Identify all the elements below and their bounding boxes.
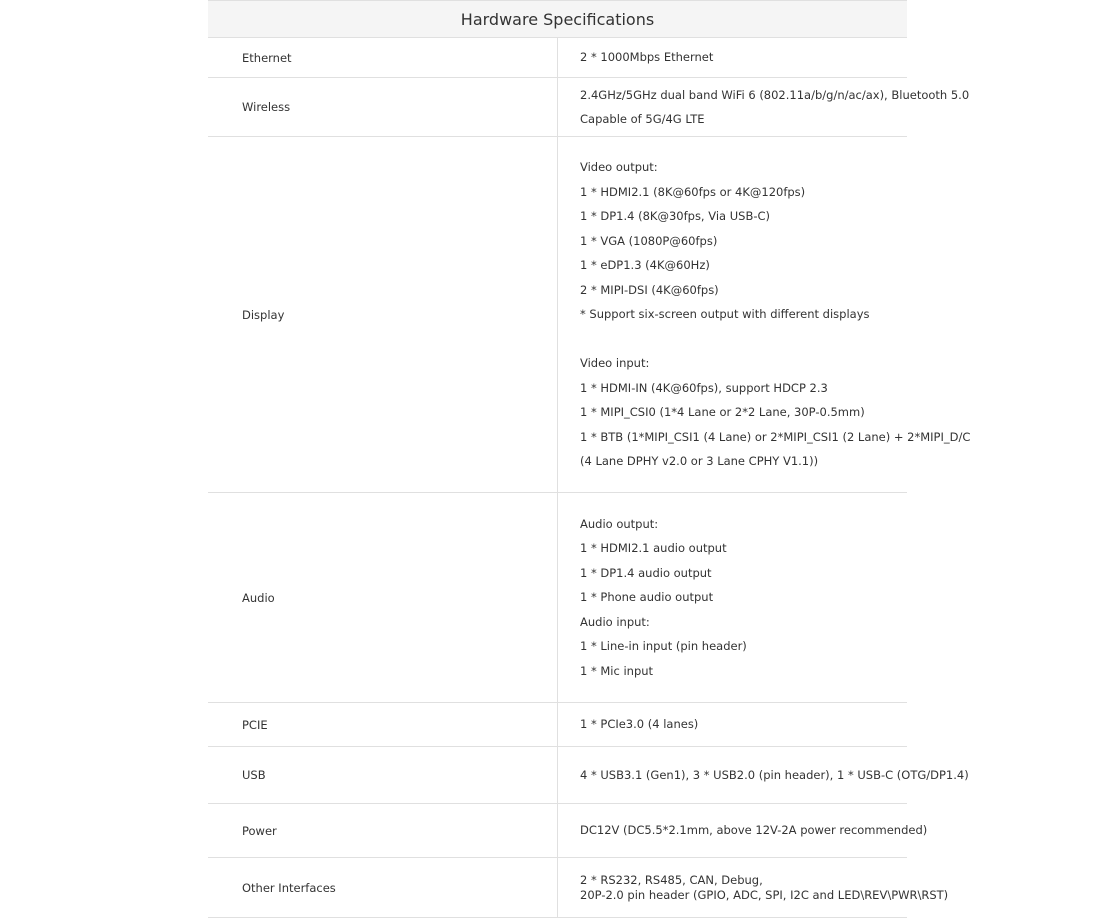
spec-value-line: Video input: — [580, 356, 650, 371]
spec-value — [558, 78, 970, 137]
spec-value-line: 1 * DP1.4 (8K@30fps, Via USB-C) — [580, 209, 771, 224]
spec-label: Audio — [208, 493, 558, 703]
spec-value-line: 1 * BTB (1*MIPI_CSI1 (4 Lane) or 2*MIPI_CSI1 (2 Lane) + 2*MIPI_D/C — [580, 429, 971, 444]
spec-value-line: Capable of 5G/4G LTE — [580, 112, 705, 126]
spec-row-power — [208, 804, 907, 858]
spec-value — [558, 804, 928, 858]
spec-value-line: DC12V (DC5.5*2.1mm, above 12V-2A power recommended) — [580, 823, 928, 838]
spec-label: Ethernet — [208, 38, 558, 78]
spec-value — [558, 747, 969, 804]
spec-value-line: 2 * RS232, RS485, CAN, Debug, — [580, 872, 763, 887]
spec-row-wireless — [208, 78, 907, 137]
spec-value-line: Audio input: — [580, 614, 650, 629]
spec-value-line: 1 * eDP1.3 (4K@60Hz) — [580, 258, 710, 273]
spec-value-line: 1 * Phone audio output — [580, 590, 714, 605]
spec-row-pcie — [208, 703, 907, 747]
spec-value-line: Video output: — [580, 160, 658, 175]
spec-value-line: 1 * HDMI2.1 audio output — [580, 541, 727, 556]
spec-row-usb — [208, 747, 907, 804]
hardware-spec-table — [208, 0, 971, 918]
spec-row-ethernet — [208, 38, 907, 78]
spec-label: USB — [208, 747, 558, 804]
spec-value-line: 20P-2.0 pin header (GPIO, ADC, SPI, I2C and LED\REV\PWR\RST) — [580, 887, 949, 902]
spec-value — [558, 493, 908, 703]
spec-value-line: 2 * MIPI-DSI (4K@60fps) — [580, 282, 719, 297]
spec-value — [558, 137, 971, 493]
spec-value-line: 1 * Line-in input (pin header) — [580, 639, 747, 654]
spec-label: Wireless — [208, 78, 558, 137]
spec-value-blank-line — [580, 327, 907, 352]
spec-value-line: 1 * DP1.4 audio output — [580, 565, 712, 580]
spec-value-line: * Support six-screen output with different displays — [580, 307, 870, 322]
spec-label: Power — [208, 804, 558, 858]
spec-value — [558, 703, 908, 747]
spec-value-line: 1 * HDMI2.1 (8K@60fps or 4K@120fps) — [580, 184, 806, 199]
spec-value-line: 1 * MIPI_CSI0 (1*4 Lane or 2*2 Lane, 30P-0.5mm) — [580, 405, 865, 420]
spec-row-display — [208, 137, 907, 493]
spec-value — [558, 38, 908, 78]
spec-value-line: 2.4GHz/5GHz dual band WiFi 6 (802.11a/b/g/n/ac/ax), Bluetooth 5.0 — [580, 87, 970, 102]
spec-value-line: 1 * HDMI-IN (4K@60fps), support HDCP 2.3 — [580, 380, 828, 395]
table-header-row — [208, 1, 907, 38]
spec-value — [558, 858, 949, 918]
spec-value-line: 4 * USB3.1 (Gen1), 3 * USB2.0 (pin header), 1 * USB-C (OTG/DP1.4) — [580, 767, 969, 782]
spec-row-audio — [208, 493, 907, 703]
spec-value-line: (4 Lane DPHY v2.0 or 3 Lane CPHY V1.1)) — [580, 454, 819, 469]
spec-value-line: 1 * PCIe3.0 (4 lanes) — [580, 717, 699, 732]
spec-value-line: 1 * VGA (1080P@60fps) — [580, 233, 718, 248]
spec-label: Other Interfaces — [208, 858, 558, 918]
spec-row-other-interfaces — [208, 858, 907, 918]
spec-value-line: 2 * 1000Mbps Ethernet — [580, 50, 714, 65]
spec-value-line: 1 * Mic input — [580, 663, 654, 678]
table-title: Hardware Specifications — [208, 1, 907, 38]
spec-label: PCIE — [208, 703, 558, 747]
spec-value-line: Audio output: — [580, 516, 659, 531]
spec-label: Display — [208, 137, 558, 493]
